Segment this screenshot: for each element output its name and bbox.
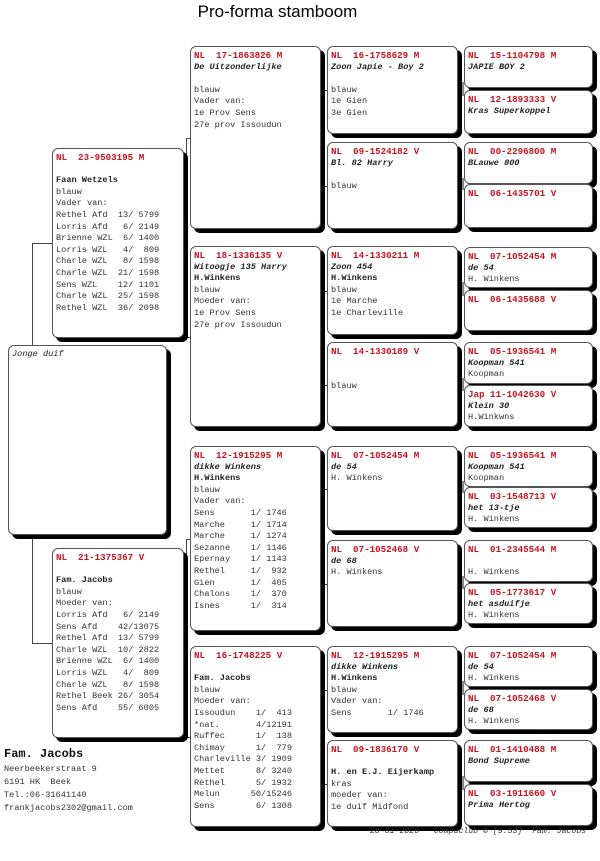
- ring-number: NL 09-1836170 V: [331, 744, 420, 755]
- info-line: Isnes 1/ 314: [194, 600, 287, 611]
- info-line: 27e prov Issoudun: [194, 119, 282, 130]
- pigeon-name: Bond Supreme: [468, 755, 530, 766]
- spacer: [331, 169, 454, 181]
- pigeon-name: de 54: [468, 661, 494, 672]
- owner-name: Faan Wetzels: [56, 175, 118, 186]
- info-line: Sezanne 1/ 1146: [194, 542, 287, 553]
- ring-number: NL 12-1893333 V: [468, 94, 557, 105]
- info-line: Brienne WZL 6/ 1400: [56, 656, 160, 667]
- info-line: Rethel 1/ 932: [194, 565, 287, 576]
- pigeon-name: JAPIE BOY 2: [468, 61, 525, 72]
- footer-text: 28-01-2026 Compuclub © [9.53] Fam. Jacobs: [370, 827, 587, 836]
- info-line: Charle WZL 10/ 2822: [56, 644, 160, 655]
- pigeon-name: Witoogje 135 Harry: [194, 261, 287, 272]
- info-line: 1e Gien: [331, 96, 368, 107]
- ring-number: NL 03-1548713 V: [468, 491, 557, 502]
- info-line: blauw: [194, 284, 220, 295]
- info-line: Sens WZL 12/ 1101: [56, 279, 160, 290]
- ring-number: NL 06-1435701 V: [468, 188, 557, 199]
- ring-number: NL 17-1863826 M: [194, 50, 283, 61]
- ring-number: NL 05-1773617 V: [468, 587, 557, 598]
- pigeon-card-gen2[interactable]: [190, 446, 321, 631]
- info-line: Charle WZL 8/ 1598: [56, 256, 160, 267]
- owner-name: Fam. Jacobs: [56, 575, 113, 586]
- pigeon-name: de 54: [331, 461, 357, 472]
- ring-number: NL 03-1911660 V: [468, 788, 557, 799]
- connector-line: [323, 690, 324, 784]
- pigeon-name: BLauwe 800: [468, 157, 520, 168]
- info-line: Moeder van:: [194, 696, 251, 707]
- pigeon-name: Prima Hertog: [468, 799, 530, 810]
- connector-line: [186, 138, 187, 337]
- ring-number: NL 16-1748225 V: [194, 650, 283, 661]
- owner-name: Fam. Jacobs: [194, 673, 251, 684]
- info-line: moeder van:: [331, 790, 388, 801]
- pigeon-name: het 13-tje: [468, 502, 520, 513]
- connector-line: [323, 90, 324, 186]
- info-line: H. Winkens: [331, 473, 383, 484]
- pigeon-card-gen3[interactable]: [327, 246, 458, 335]
- info-line: Vader van:: [331, 696, 383, 707]
- pigeon-card-gen3[interactable]: [327, 740, 458, 827]
- pigeon-name: Koopman 541: [468, 357, 525, 368]
- spacer: [56, 564, 180, 576]
- info-line: Sens 1/ 1746: [194, 507, 287, 518]
- ring-number: NL 07-1052468 V: [468, 693, 557, 704]
- ring-number: NL 14-1330189 V: [331, 346, 420, 357]
- info-line: Vader van:: [194, 496, 246, 507]
- pigeon-card-gen3[interactable]: [327, 540, 458, 627]
- info-line: blauw: [331, 380, 357, 391]
- ring-number: NL 09-1524182 V: [331, 146, 420, 157]
- info-line: Chalons 1/ 370: [194, 589, 287, 600]
- connector-line: [323, 489, 324, 584]
- pigeon-card-gen4[interactable]: [464, 385, 593, 427]
- info-line: H.Winkwns: [468, 412, 515, 423]
- pigeon-card-gen4[interactable]: [464, 247, 593, 288]
- spacer: [331, 369, 454, 381]
- info-line: Koopman: [468, 473, 505, 484]
- pigeon-name: dikke Winkens: [331, 661, 399, 672]
- pigeon-name: Bl. 82 Harry: [331, 157, 393, 168]
- info-line: Rethel Afd 13/ 5799: [56, 209, 160, 220]
- connector-line: [32, 643, 52, 644]
- pigeon-name: Zoon Japie - Boy 2: [331, 61, 424, 72]
- owner-name: H.Winkens: [194, 473, 241, 484]
- spacer: [331, 358, 454, 370]
- spacer: [331, 73, 454, 85]
- info-line: Vader van:: [194, 96, 246, 107]
- info-line: 1e Prov Sens: [194, 307, 256, 318]
- info-line: Moeder van:: [56, 598, 113, 609]
- info-line: H. Winkens: [468, 567, 520, 578]
- connector-line: [186, 539, 187, 737]
- pigeon-name: De Uitzonderlijke: [194, 61, 282, 72]
- info-line: 1e Prov Sens: [194, 107, 256, 118]
- pigeon-card-gen1[interactable]: [52, 548, 184, 738]
- pigeon-name: Jonge duif: [12, 349, 64, 359]
- pigeon-name: dikke Winkens: [194, 461, 262, 472]
- pigeon-card-gen4[interactable]: [464, 583, 593, 624]
- connector-line: [323, 291, 324, 385]
- ring-number: NL 05-1936541 M: [468, 346, 557, 357]
- pigeon-name: Klein 30: [468, 400, 510, 411]
- info-line: 1e Marche: [331, 296, 378, 307]
- pigeon-card-gen3[interactable]: [327, 142, 458, 229]
- info-line: 27e prov Issoudun: [194, 319, 282, 330]
- pigeon-name: de 54: [468, 262, 494, 273]
- ring-number: NL 00-2296800 M: [468, 146, 557, 157]
- info-line: blauw: [331, 284, 357, 295]
- info-line: 1e duif Midfond: [331, 801, 409, 812]
- owner-name: H.Winkens: [331, 673, 378, 684]
- info-line: Rethel WZL 36/ 2098: [56, 302, 160, 313]
- info-line: blauw: [56, 186, 82, 197]
- owner-name: H.Winkens: [331, 273, 378, 284]
- subject-card[interactable]: [8, 345, 167, 535]
- pigeon-card-gen2[interactable]: [190, 246, 321, 427]
- spacer: [468, 556, 589, 568]
- info-line: H. Winkens: [468, 610, 520, 621]
- info-line: Sens 6/ 1308: [194, 800, 292, 811]
- info-line: Sens 1/ 1746: [331, 707, 424, 718]
- pigeon-card-gen4[interactable]: [464, 290, 593, 331]
- pigeon-card-gen1[interactable]: [52, 148, 184, 338]
- pigeon-card-gen4[interactable]: [464, 90, 593, 134]
- ring-number: NL 12-1915295 M: [194, 450, 283, 461]
- info-line: Epernay 1/ 1143: [194, 554, 287, 565]
- owner-address: [4, 746, 133, 815]
- owner-phone: Tel.:06-31641140: [4, 790, 87, 800]
- spacer: [331, 756, 454, 768]
- ring-number: NL 15-1104798 M: [468, 50, 557, 61]
- pigeon-card-gen4[interactable]: [464, 342, 593, 384]
- info-line: Rethel Afd 13/ 5799: [56, 633, 160, 644]
- ring-number: Jap 11-1042630 V: [468, 389, 557, 400]
- info-line: 3e Gien: [331, 107, 368, 118]
- spacer: [194, 73, 317, 85]
- info-line: blauw: [331, 684, 357, 695]
- info-line: Lorris Afd 6/ 2149: [56, 221, 160, 232]
- info-line: Charle WZL 8/ 1598: [56, 679, 160, 690]
- pigeon-card-gen3[interactable]: [327, 646, 458, 733]
- spacer: [194, 662, 317, 674]
- pigeon-name: de 68: [331, 555, 357, 566]
- info-line: Marche 1/ 1714: [194, 519, 287, 530]
- ring-number: NL 14-1330211 M: [331, 250, 420, 261]
- ring-number: NL 07-1052468 V: [331, 544, 420, 555]
- info-line: H. Winkens: [468, 716, 520, 727]
- info-line: Charle WZL 25/ 1598: [56, 291, 160, 302]
- page-title: Pro-forma stamboom: [197, 2, 358, 21]
- info-line: Brienne WZL 6/ 1400: [56, 233, 160, 244]
- info-line: Sens Afd 42/13075: [56, 621, 160, 632]
- owner-city: 6191 HK Beek: [4, 777, 72, 787]
- info-line: Lorris WZL 4/ 809: [56, 244, 160, 255]
- info-line: Rethel 5/ 1932: [194, 777, 292, 788]
- info-line: blauw: [56, 586, 82, 597]
- pigeon-card-gen4[interactable]: [464, 784, 593, 826]
- owner-name: H.Winkens: [194, 273, 241, 284]
- info-line: Marche 1/ 1274: [194, 531, 287, 542]
- pigeon-card-gen4[interactable]: [464, 689, 593, 730]
- info-line: blauw: [194, 84, 220, 95]
- info-line: Charle WZL 21/ 1598: [56, 267, 160, 278]
- ring-number: NL 07-1052454 M: [468, 650, 557, 661]
- ring-number: NL 23-9503195 M: [56, 152, 145, 163]
- pigeon-name: Zoon 454: [331, 261, 373, 272]
- pigeon-card-gen4[interactable]: [464, 740, 593, 782]
- pigeon-card-gen2[interactable]: [190, 46, 321, 229]
- pigeon-card-gen4[interactable]: [464, 646, 593, 687]
- pigeon-card-gen4[interactable]: [464, 446, 593, 487]
- info-line: blauw: [331, 84, 357, 95]
- owner-name: Fam. Jacobs: [4, 747, 84, 761]
- pigeon-name: Kras Superkoppel: [468, 105, 551, 116]
- info-line: Mettet 8/ 3240: [194, 765, 292, 776]
- pigeon-card-gen4[interactable]: [464, 142, 593, 184]
- pigeon-card-gen2[interactable]: [190, 646, 321, 827]
- owner-email: frankjacobs2302@gmail.com: [4, 803, 133, 813]
- info-line: H. Winkens: [468, 673, 520, 684]
- info-line: Sens Afd 55/ 6005: [56, 702, 160, 713]
- pigeon-name: het asduifje: [468, 598, 530, 609]
- pigeon-card-gen3[interactable]: [327, 342, 458, 427]
- ring-number: NL 12-1915295 M: [331, 650, 420, 661]
- ring-number: NL 06-1435688 V: [468, 294, 557, 305]
- owner-street: Neerbeekerstraat 9: [4, 764, 97, 774]
- pigeon-name: de 68: [468, 704, 494, 715]
- info-line: blauw: [194, 684, 220, 695]
- info-line: blauw: [331, 180, 357, 191]
- ring-number: NL 21-1375367 V: [56, 552, 145, 563]
- ring-number: NL 16-1758629 M: [331, 50, 420, 61]
- info-line: *nat. 4/12191: [194, 719, 292, 730]
- info-line: Issoudun 1/ 413: [194, 707, 292, 718]
- owner-name: H. en E.J. Eijerkamp: [331, 767, 435, 778]
- pigeon-card-gen3[interactable]: [327, 446, 458, 531]
- info-line: Rethel Beek 26/ 3054: [56, 691, 160, 702]
- info-line: Chimay 1/ 779: [194, 742, 292, 753]
- spacer: [56, 164, 180, 176]
- info-line: H. Winkens: [331, 567, 383, 578]
- ring-number: NL 05-1936541 M: [468, 450, 557, 461]
- info-line: 1e Charleville: [331, 307, 404, 318]
- ring-number: NL 07-1052454 M: [331, 450, 420, 461]
- info-line: Koopman: [468, 369, 505, 380]
- info-line: Melun 50/15246: [194, 789, 292, 800]
- info-line: Vader van:: [56, 198, 108, 209]
- info-line: H. Winkens: [468, 274, 520, 285]
- ring-number: NL 01-1410488 M: [468, 744, 557, 755]
- pigeon-name: Koopman 541: [468, 461, 525, 472]
- info-line: Ruffec 1/ 138: [194, 731, 292, 742]
- pigeon-card-gen4[interactable]: [464, 184, 593, 228]
- info-line: Charleville 3/ 1909: [194, 754, 292, 765]
- pigeon-card-gen4[interactable]: [464, 46, 593, 88]
- ring-number: NL 01-2345544 M: [468, 544, 557, 555]
- ring-number: NL 18-1336135 V: [194, 250, 283, 261]
- pigeon-card-gen4[interactable]: [464, 540, 593, 582]
- pigeon-card-gen3[interactable]: [327, 46, 458, 134]
- info-line: Lorris WZL 4/ 809: [56, 667, 160, 678]
- info-line: Gien 1/ 405: [194, 577, 287, 588]
- pigeon-card-gen4[interactable]: [464, 487, 593, 528]
- info-line: Lorris Afd 6/ 2149: [56, 609, 160, 620]
- info-line: kras: [331, 778, 352, 789]
- info-line: blauw: [194, 484, 220, 495]
- connector-line: [32, 243, 52, 244]
- ring-number: NL 07-1052454 M: [468, 251, 557, 262]
- info-line: H. Winkens: [468, 514, 520, 525]
- info-line: Moeder van:: [194, 296, 251, 307]
